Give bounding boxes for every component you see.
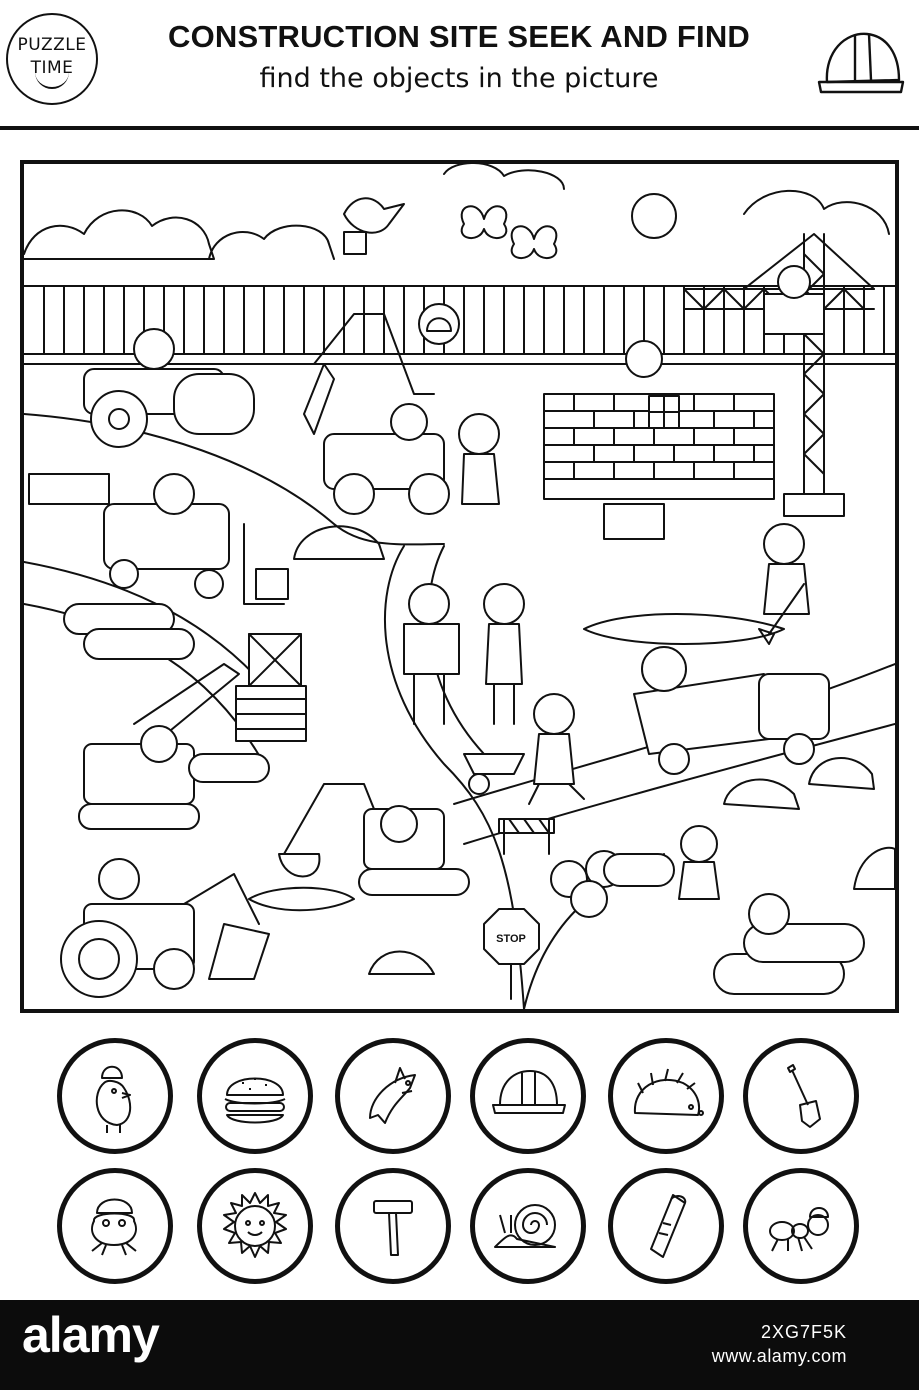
logo-line-1: PUZZLE	[17, 35, 87, 55]
cloud-right	[744, 191, 889, 234]
puddle	[584, 614, 784, 644]
bird-sky	[344, 198, 404, 232]
hammer-icon	[340, 1173, 446, 1279]
hard-hat-icon	[475, 1043, 581, 1149]
forklift	[104, 474, 288, 604]
burger-icon	[202, 1043, 308, 1149]
sand-pile	[294, 526, 384, 559]
find-item-hedgehog[interactable]	[608, 1038, 724, 1154]
find-item-bird[interactable]	[57, 1038, 173, 1154]
snail-icon	[475, 1173, 581, 1279]
cloud-top	[444, 164, 564, 189]
watermark-url: www.alamy.com	[711, 1346, 847, 1366]
cloud-left	[24, 210, 214, 259]
pipes	[64, 604, 194, 659]
logo-line-2: TIME	[30, 58, 74, 78]
seek-and-find-scene	[20, 160, 899, 1013]
find-item-hard-hat[interactable]	[470, 1038, 586, 1154]
excavator-top	[304, 314, 449, 514]
page-title: CONSTRUCTION SITE SEEK AND FIND	[167, 19, 751, 54]
find-item-snail[interactable]	[470, 1168, 586, 1284]
header	[0, 0, 919, 130]
hedgehog-icon	[613, 1043, 719, 1149]
ant-with-helmet-icon	[748, 1173, 854, 1279]
worker-with-wheelbarrow	[464, 694, 584, 804]
worker-head	[459, 414, 499, 454]
dump-truck	[634, 647, 829, 774]
shovel-icon	[748, 1043, 854, 1149]
workers-with-blueprint	[404, 584, 524, 724]
logo-smile	[35, 71, 69, 89]
construction-site-illustration	[24, 164, 895, 1009]
brick-wall	[544, 394, 774, 539]
page-subtitle: find the objects in the picture	[259, 63, 659, 94]
find-item-burger[interactable]	[197, 1038, 313, 1154]
logs	[551, 851, 674, 917]
find-item-blueprint[interactable]	[608, 1168, 724, 1284]
road-barrier	[499, 819, 554, 854]
worker-with-shovel	[759, 524, 809, 644]
watermark-image-id: 2XG7F5K	[760, 1322, 847, 1342]
hard-hat-icon	[815, 22, 907, 104]
brick-stack	[29, 474, 109, 504]
puzzle-time-logo	[6, 13, 98, 105]
bird-with-helmet-icon	[62, 1043, 168, 1149]
find-item-shovel[interactable]	[743, 1038, 859, 1154]
sun-icon	[202, 1173, 308, 1279]
header-divider	[0, 126, 919, 130]
beaver	[681, 826, 717, 862]
butterfly-2	[512, 226, 557, 258]
watermark-brand: alamy	[22, 1307, 159, 1363]
find-item-ant[interactable]	[743, 1168, 859, 1284]
find-item-frog[interactable]	[57, 1168, 173, 1284]
blueprint-roll-icon	[613, 1173, 719, 1279]
shark-icon	[340, 1043, 446, 1149]
backhoe-tractor	[61, 859, 269, 997]
sun-sky	[632, 194, 676, 238]
butterfly-1	[462, 206, 507, 238]
stop-sign-label: STOP	[496, 933, 526, 945]
excavator-bottom	[279, 784, 469, 895]
frog-with-helmet-icon	[62, 1173, 168, 1279]
pipe-stack	[714, 894, 864, 994]
find-item-sun[interactable]	[197, 1168, 313, 1284]
wooden-crates	[236, 634, 306, 741]
cloud-mid	[209, 226, 334, 259]
fence-helmet-sign	[419, 304, 459, 344]
find-item-hammer[interactable]	[335, 1168, 451, 1284]
find-item-shark[interactable]	[335, 1038, 451, 1154]
road-roller	[84, 329, 254, 447]
